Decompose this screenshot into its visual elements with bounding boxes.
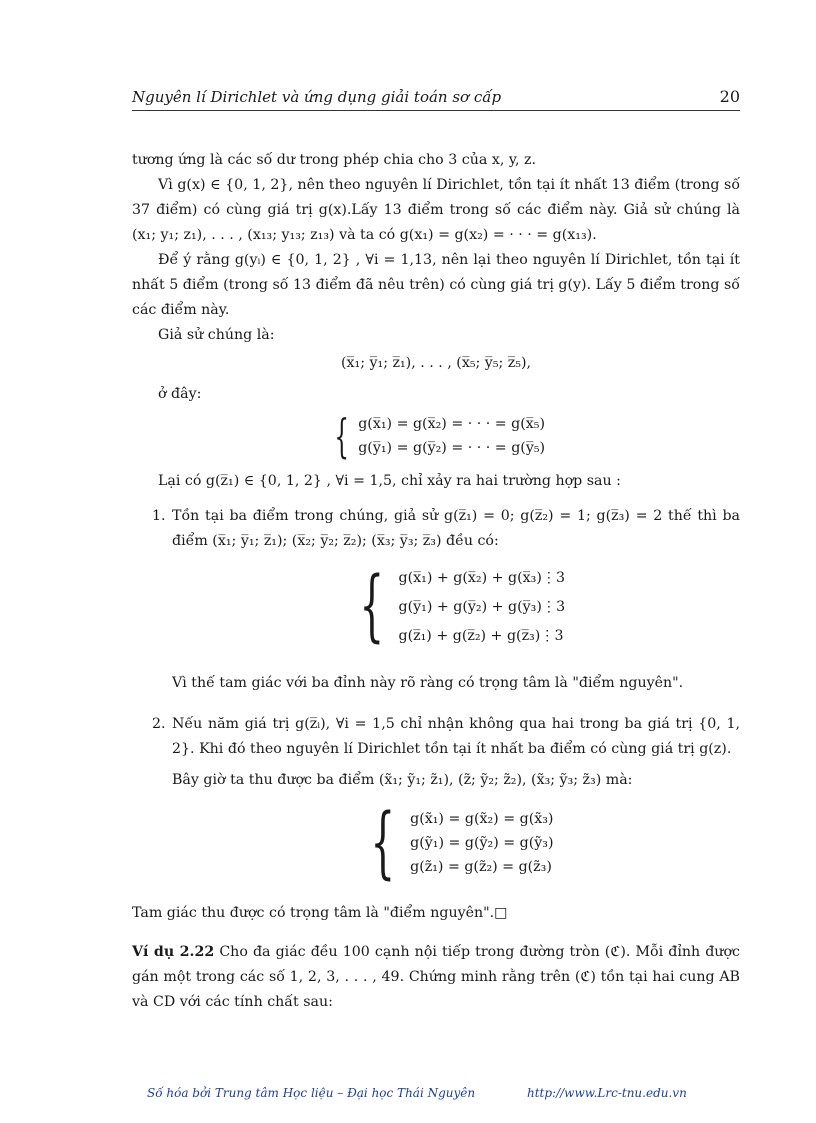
paragraph: Vì g(x) ∈ {0, 1, 2}, nên theo nguyên lí Dirichlet, tồn tại ít nhất 13 điểm (trong số 37 điểm) có cùng giá trị g(x).Lấy 13 điểm trong số các điểm này. Giả sử chúng là (x₁; y₁; z₁), . . . , (x₁₃; y₁₃; z₁₃) và ta có g(x₁) = g(x₂) = · · · = g(x₁₃).: [132, 177, 740, 243]
equation-system: [132, 411, 740, 461]
brace-symbol: {: [359, 561, 385, 651]
list-item: [132, 504, 740, 696]
brace-symbol: {: [334, 409, 349, 463]
equation-line: g(y̅₁) + g(y̅₂) + g(y̅₃)⋮3: [398, 599, 566, 615]
running-title: Nguyên lí Dirichlet và ứng dụng giải toán sơ cấp: [132, 88, 502, 106]
equation-line: g(x̅₁) + g(x̅₂) + g(x̅₃)⋮3: [398, 570, 566, 586]
example-paragraph: [132, 940, 740, 1015]
example-label: Ví dụ 2.22: [132, 944, 215, 960]
page-number: 20: [719, 87, 740, 106]
equation-line: g(y̅₁) = g(y̅₂) = · · · = g(y̅₅): [358, 440, 546, 456]
paragraph: ở đây:: [158, 386, 202, 402]
footer-credit: Số hóa bởi Trung tâm Học liệu – Đại học Thái Nguyên: [147, 1086, 476, 1100]
example-text: Cho đa giác đều 100 cạnh nội tiếp trong đường tròn (ℭ). Mỗi đỉnh được gán một trong các số 1, 2, 3, . . . , 49. Chứng minh rằng trên (ℭ) tồn tại hai cung AB và CD với các tính chất sau:: [132, 944, 740, 1010]
footer-url: http://www.Lrc-tnu.edu.vn: [527, 1086, 687, 1100]
equation-system: [172, 798, 740, 888]
list-number: 2.: [152, 716, 166, 732]
paragraph: Lại có g(z̅₁) ∈ {0, 1, 2} , ∀i = 1,5, chỉ xảy ra hai trường hợp sau :: [158, 473, 621, 489]
paragraph: Tồn tại ba điểm trong chúng, giả sử g(z̅₁) = 0; g(z̅₂) = 1; g(z̅₃) = 2 thế thì ba điểm (x̅₁; y̅₁; z̅₁); (x̅₂; y̅₂; z̅₂); (x̅₃; y̅₃; z̅₃) đều có:: [172, 508, 740, 549]
equation-line: g(ỹ₁) = g(ỹ₂) = g(ỹ₃): [410, 835, 554, 851]
list-item: [132, 712, 740, 888]
equation-line: g(x̅₁) = g(x̅₂) = · · · = g(x̅₅): [358, 416, 546, 432]
page-body: [132, 148, 740, 1015]
paragraph: Giả sử chúng là:: [158, 327, 275, 343]
equation-line: g(x̃₁) = g(x̃₂) = g(x̃₃): [410, 811, 554, 827]
paragraph: tương ứng là các số dư trong phép chia cho 3 của x, y, z.: [132, 152, 536, 168]
equation: (x̅₁; y̅₁; z̅₁), . . . , (x̅₅; y̅₅; z̅₅),: [340, 355, 531, 371]
equation-line: g(z̃₁) = g(z̃₂) = g(z̃₃): [410, 859, 552, 875]
paragraph: Bây giờ ta thu được ba điểm (x̃₁; ỹ₁; z̃₁), (z̃; ỹ₂; z̃₂), (x̃₃; ỹ₃; z̃₃) mà:: [172, 772, 633, 788]
paragraph: Tam giác thu được có trọng tâm là "điểm nguyên".□: [132, 905, 508, 921]
list-number: 1.: [152, 508, 166, 524]
brace-symbol: {: [370, 798, 396, 888]
equation-line: g(z̅₁) + g(z̅₂) + g(z̅₃)⋮3: [398, 628, 564, 644]
page-header: [132, 86, 740, 111]
equation-system: [172, 561, 740, 651]
case-list: [132, 504, 740, 888]
paragraph: Để ý rằng g(yᵢ) ∈ {0, 1, 2} , ∀i = 1,13, nên lại theo nguyên lí Dirichlet, tồn tại ít nhất 5 điểm (trong số 13 điểm đã nêu trên) có cùng giá trị g(y). Lấy 5 điểm trong số các điểm này.: [132, 252, 740, 318]
paragraph: Nếu năm giá trị g(z̅ᵢ), ∀i = 1,5 chỉ nhận không qua hai trong ba giá trị {0, 1, 2}. Khi đó theo nguyên lí Dirichlet tồn tại ít nhất ba điểm có cùng giá trị g(z).: [172, 716, 740, 757]
paragraph: Vì thế tam giác với ba đỉnh này rõ ràng có trọng tâm là "điểm nguyên".: [172, 675, 684, 691]
